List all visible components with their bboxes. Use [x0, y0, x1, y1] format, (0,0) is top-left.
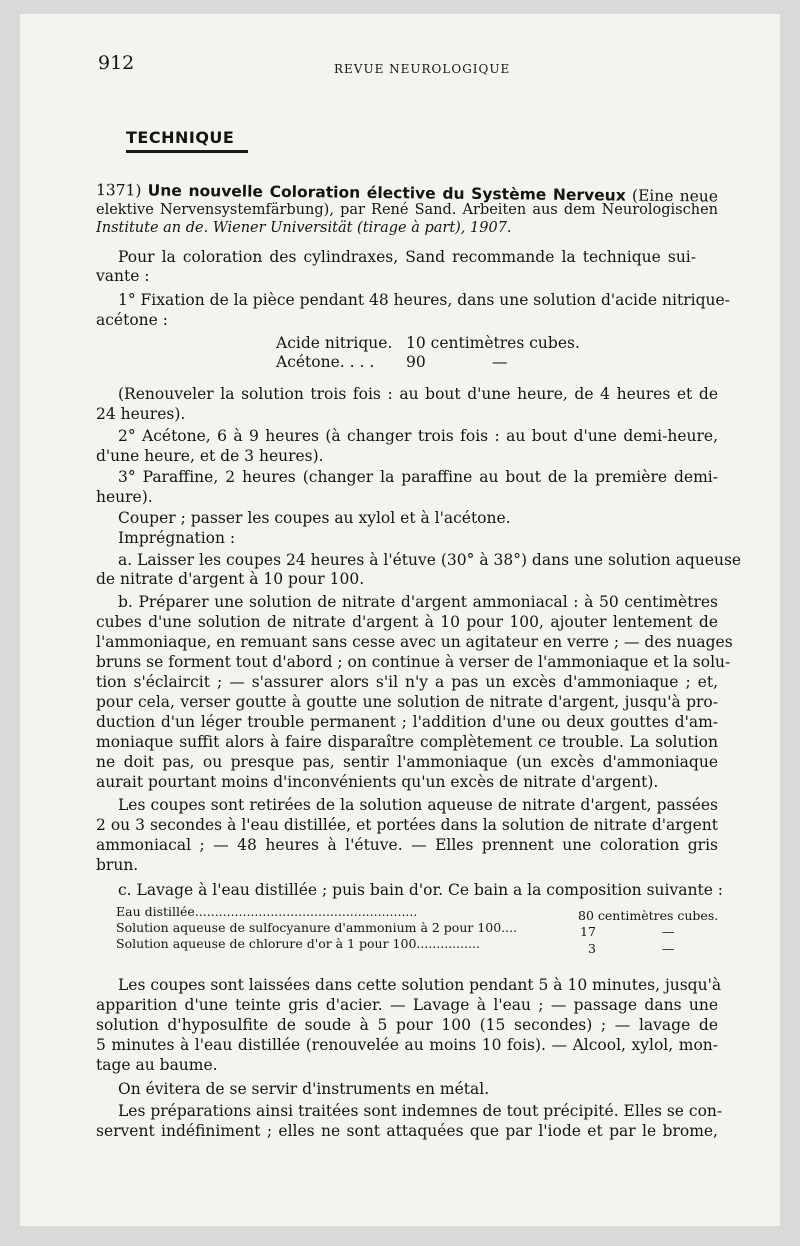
page-number: 912: [98, 52, 135, 74]
text-line: servent indéfiniment ; elles ne sont attaquées que par l'iode et par le brome,: [96, 1122, 718, 1140]
table-cell: —: [492, 353, 508, 371]
text-line: heure).: [96, 488, 153, 506]
text-line: Les coupes sont laissées dans cette solution pendant 5 à 10 minutes, jusqu'à: [118, 976, 722, 994]
table-cell: 10 centimètres cubes.: [406, 334, 580, 352]
text-line: Les coupes sont retirées de la solution aqueuse de nitrate d'argent, passées: [118, 796, 718, 814]
section-heading: TECHNIQUE: [126, 128, 235, 147]
text-line: 5 minutes à l'eau distillée (renouvelée au moins 10 fois). — Alcool, xylol, mon-: [96, 1036, 718, 1054]
article-reference-line: elektive Nervensystemfärbung), par René Sand. Arbeiten aus dem Neurologischen: [96, 202, 718, 218]
text-line: 2° Acétone, 6 à 9 heures (à changer trois fois : au bout d'une demi-heure,: [118, 427, 718, 445]
article-title-rest: (Eine neue: [625, 186, 719, 206]
text-line: Pour la coloration des cylindraxes, Sand recommande la technique sui-: [118, 248, 696, 266]
text-line: d'une heure, et de 3 heures).: [96, 447, 324, 465]
text-line: aurait pourtant moins d'inconvénients qu'un excès de nitrate d'argent).: [96, 773, 659, 791]
text-line: Couper ; passer les coupes au xylol et à l'acétone.: [118, 509, 511, 527]
text-line: a. Laisser les coupes 24 heures à l'étuve (30° à 38°) dans une solution aqueuse: [118, 551, 742, 569]
text-line: On évitera de se servir d'instruments en métal.: [118, 1080, 490, 1098]
text-line: vante :: [96, 267, 150, 285]
table-cell: —: [662, 924, 675, 939]
table-cell: Acide nitrique.: [276, 334, 393, 352]
text-line: tion s'éclaircit ; — s'assurer alors s'il n'y a pas un excès d'ammoniaque ; et,: [96, 673, 718, 691]
table-cell: 17: [580, 924, 596, 939]
text-line: ammoniacal ; — 48 heures à l'étuve. — Elles prennent une coloration gris: [96, 836, 718, 854]
text-line: cubes d'une solution de nitrate d'argent à 10 pour 100, ajouter lentement de: [96, 613, 718, 631]
text-line: moniaque suffit alors à faire disparaître complètement ce trouble. La solution: [96, 733, 718, 751]
text-line: c. Lavage à l'eau distillée ; puis bain d'or. Ce bain a la composition suivante :: [118, 881, 724, 899]
article-reference-line: Institute an de. Wiener Universität (tirage à part), 1907.: [96, 220, 512, 236]
table-cell: 80 centimètres cubes.: [578, 908, 719, 923]
article-title: Une nouvelle Coloration élective du Système Nerveux: [147, 181, 626, 205]
table-cell: —: [662, 941, 675, 956]
text-line: pour cela, verser goutte à goutte une solution de nitrate d'argent, jusqu'à pro-: [96, 693, 718, 711]
text-line: 3° Paraffine, 2 heures (changer la paraffine au bout de la première demi-: [118, 468, 718, 486]
text-line: Les préparations ainsi traitées sont indemnes de tout précipité. Elles se con-: [118, 1102, 723, 1120]
text-line: tage au baume.: [96, 1056, 218, 1074]
section-underline: [126, 150, 248, 153]
text-line: 1° Fixation de la pièce pendant 48 heures, dans une solution d'acide nitrique-: [118, 291, 730, 309]
running-header: REVUE NEUROLOGIQUE: [334, 62, 511, 76]
table-cell: 3: [588, 941, 596, 956]
text-line: l'ammoniaque, en remuant sans cesse avec un agitateur en verre ; — des nuages: [96, 633, 733, 651]
text-line: solution d'hyposulfite de soude à 5 pour 100 (15 secondes) ; — lavage de: [96, 1016, 718, 1034]
text-line: 2 ou 3 secondes à l'eau distillée, et portées dans la solution de nitrate d'argent: [96, 816, 718, 834]
table-cell: Eau distillée........................................................: [116, 904, 418, 919]
text-line: apparition d'une teinte gris d'acier. — Lavage à l'eau ; — passage dans une: [96, 996, 718, 1014]
text-line: bruns se forment tout d'abord ; on continue à verser de l'ammoniaque et la solu-: [96, 653, 731, 671]
article-number: 1371): [95, 181, 142, 200]
table-cell: 90: [406, 353, 426, 371]
text-line: 24 heures).: [96, 405, 186, 423]
text-line: brun.: [96, 856, 139, 874]
table-cell: Solution aqueuse de chlorure d'or à 1 pour 100................: [116, 936, 480, 951]
text-line: duction d'un léger trouble permanent ; l'addition d'une ou deux gouttes d'am-: [96, 713, 718, 731]
text-line: b. Préparer une solution de nitrate d'argent ammoniacal : à 50 centimètres: [118, 593, 718, 611]
table-cell: Acétone. . . .: [276, 353, 375, 371]
text-line: Imprégnation :: [118, 529, 236, 547]
text-line: ne doit pas, ou presque pas, sentir l'ammoniaque (un excès d'ammoniaque: [96, 753, 718, 771]
table-cell: Solution aqueuse de sulfocyanure d'ammonium à 2 pour 100....: [116, 920, 518, 935]
text-line: (Renouveler la solution trois fois : au bout d'une heure, de 4 heures et de: [118, 385, 718, 403]
text-line: de nitrate d'argent à 10 pour 100.: [96, 570, 365, 588]
text-line: acétone :: [96, 311, 168, 329]
